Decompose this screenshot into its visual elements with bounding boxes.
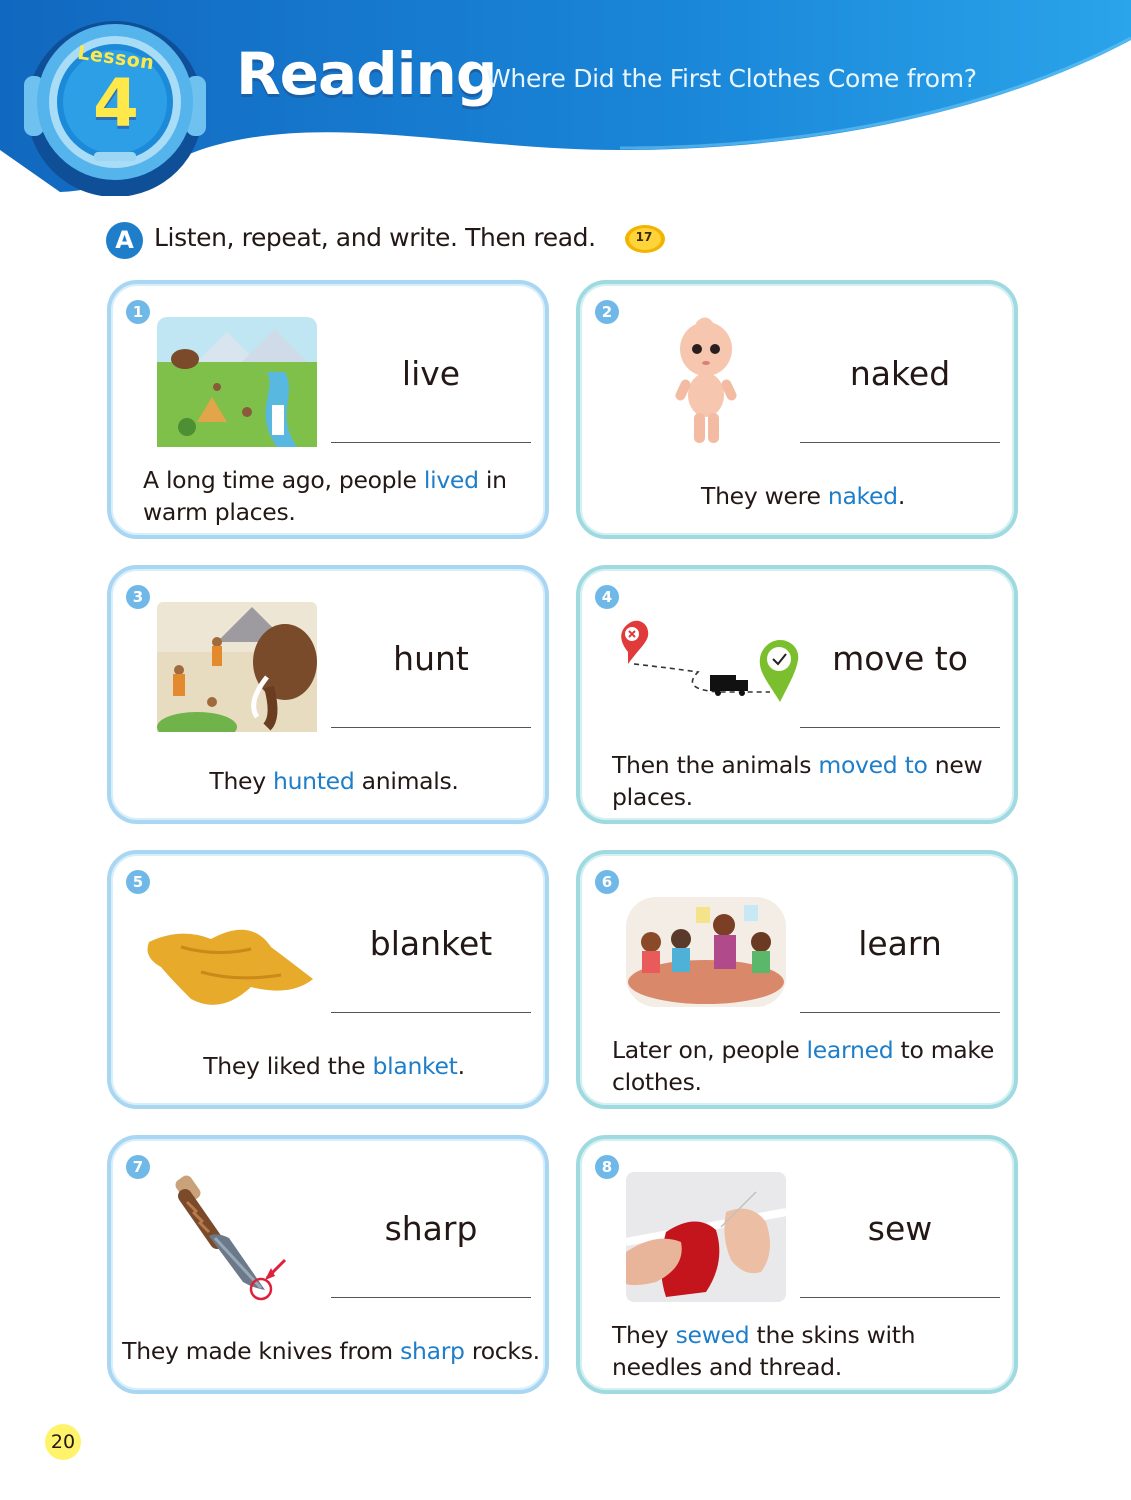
vocab-word: sharp	[384, 1209, 478, 1248]
write-line[interactable]	[331, 1297, 531, 1298]
relocation-route-icon	[610, 602, 800, 732]
page-subtitle: Where Did the First Clothes Come from?	[486, 64, 977, 93]
keyword: hunted	[272, 767, 355, 795]
keyword: moved to	[818, 751, 928, 779]
example-sentence: A long time ago, people lived in warm places.	[143, 466, 507, 526]
write-line[interactable]	[800, 1297, 1000, 1298]
keyword: sharp	[400, 1337, 465, 1365]
write-line[interactable]	[331, 442, 531, 443]
vocab-word: learn	[858, 924, 942, 963]
card-number: 1	[126, 300, 150, 324]
vocab-card-8	[576, 1135, 1018, 1394]
lesson-number: 4	[93, 65, 139, 142]
card-number: 6	[595, 870, 619, 894]
card-number: 3	[126, 585, 150, 609]
vocab-card-3	[107, 565, 549, 824]
keyword: sewed	[675, 1321, 750, 1349]
keyword: learned	[806, 1036, 894, 1064]
card-number: 7	[126, 1155, 150, 1179]
write-line[interactable]	[800, 1012, 1000, 1013]
vocab-card-4	[576, 565, 1018, 824]
write-line[interactable]	[331, 1012, 531, 1013]
vocab-word: sew	[867, 1209, 933, 1248]
example-sentence: Then the animals moved to new places.	[612, 751, 983, 811]
vocab-card-6	[576, 850, 1018, 1109]
example-sentence: They hunted animals.	[209, 767, 459, 795]
vocab-card-1	[107, 280, 549, 539]
example-sentence: They liked the blanket.	[203, 1052, 465, 1080]
vocab-word: naked	[849, 354, 951, 393]
card-number: 8	[595, 1155, 619, 1179]
example-sentence: They made knives from sharp rocks.	[122, 1337, 540, 1365]
section-letter-badge: A	[106, 222, 143, 259]
vocab-card-5	[107, 850, 549, 1109]
example-sentence: They sewed the skins with needles and thread.	[612, 1321, 916, 1381]
example-sentence: They were naked.	[701, 482, 905, 510]
vocab-word: move to	[832, 639, 968, 678]
page-title: Reading	[236, 40, 497, 108]
example-sentence: Later on, people learned to make clothes.	[612, 1036, 995, 1096]
write-line[interactable]	[800, 727, 1000, 728]
keyword: naked	[827, 482, 898, 510]
vocab-card-2	[576, 280, 1018, 539]
write-line[interactable]	[331, 727, 531, 728]
card-number: 4	[595, 585, 619, 609]
vocab-word: live	[401, 354, 461, 393]
lesson-label: Lesson	[76, 41, 156, 75]
stone-knife-illustration	[157, 1172, 317, 1302]
section-instruction: Listen, repeat, and write. Then read.	[154, 223, 596, 252]
vocab-word: hunt	[393, 639, 469, 678]
page-number: 20	[50, 1431, 76, 1453]
keyword: lived	[423, 466, 479, 494]
prehistoric-camp-illustration	[157, 317, 317, 447]
card-number: 2	[595, 300, 619, 324]
card-number: 5	[126, 870, 150, 894]
keyword: blanket	[372, 1052, 458, 1080]
vocab-word: blanket	[369, 924, 493, 963]
yellow-blanket-photo	[141, 887, 321, 1017]
write-line[interactable]	[800, 442, 1000, 443]
mammoth-hunt-illustration	[157, 602, 317, 732]
vocab-card-7	[107, 1135, 549, 1394]
baby-doll-photo	[626, 317, 786, 447]
classroom-illustration	[626, 887, 786, 1017]
audio-track-number: 17	[635, 230, 653, 244]
sewing-hands-photo	[626, 1172, 786, 1302]
